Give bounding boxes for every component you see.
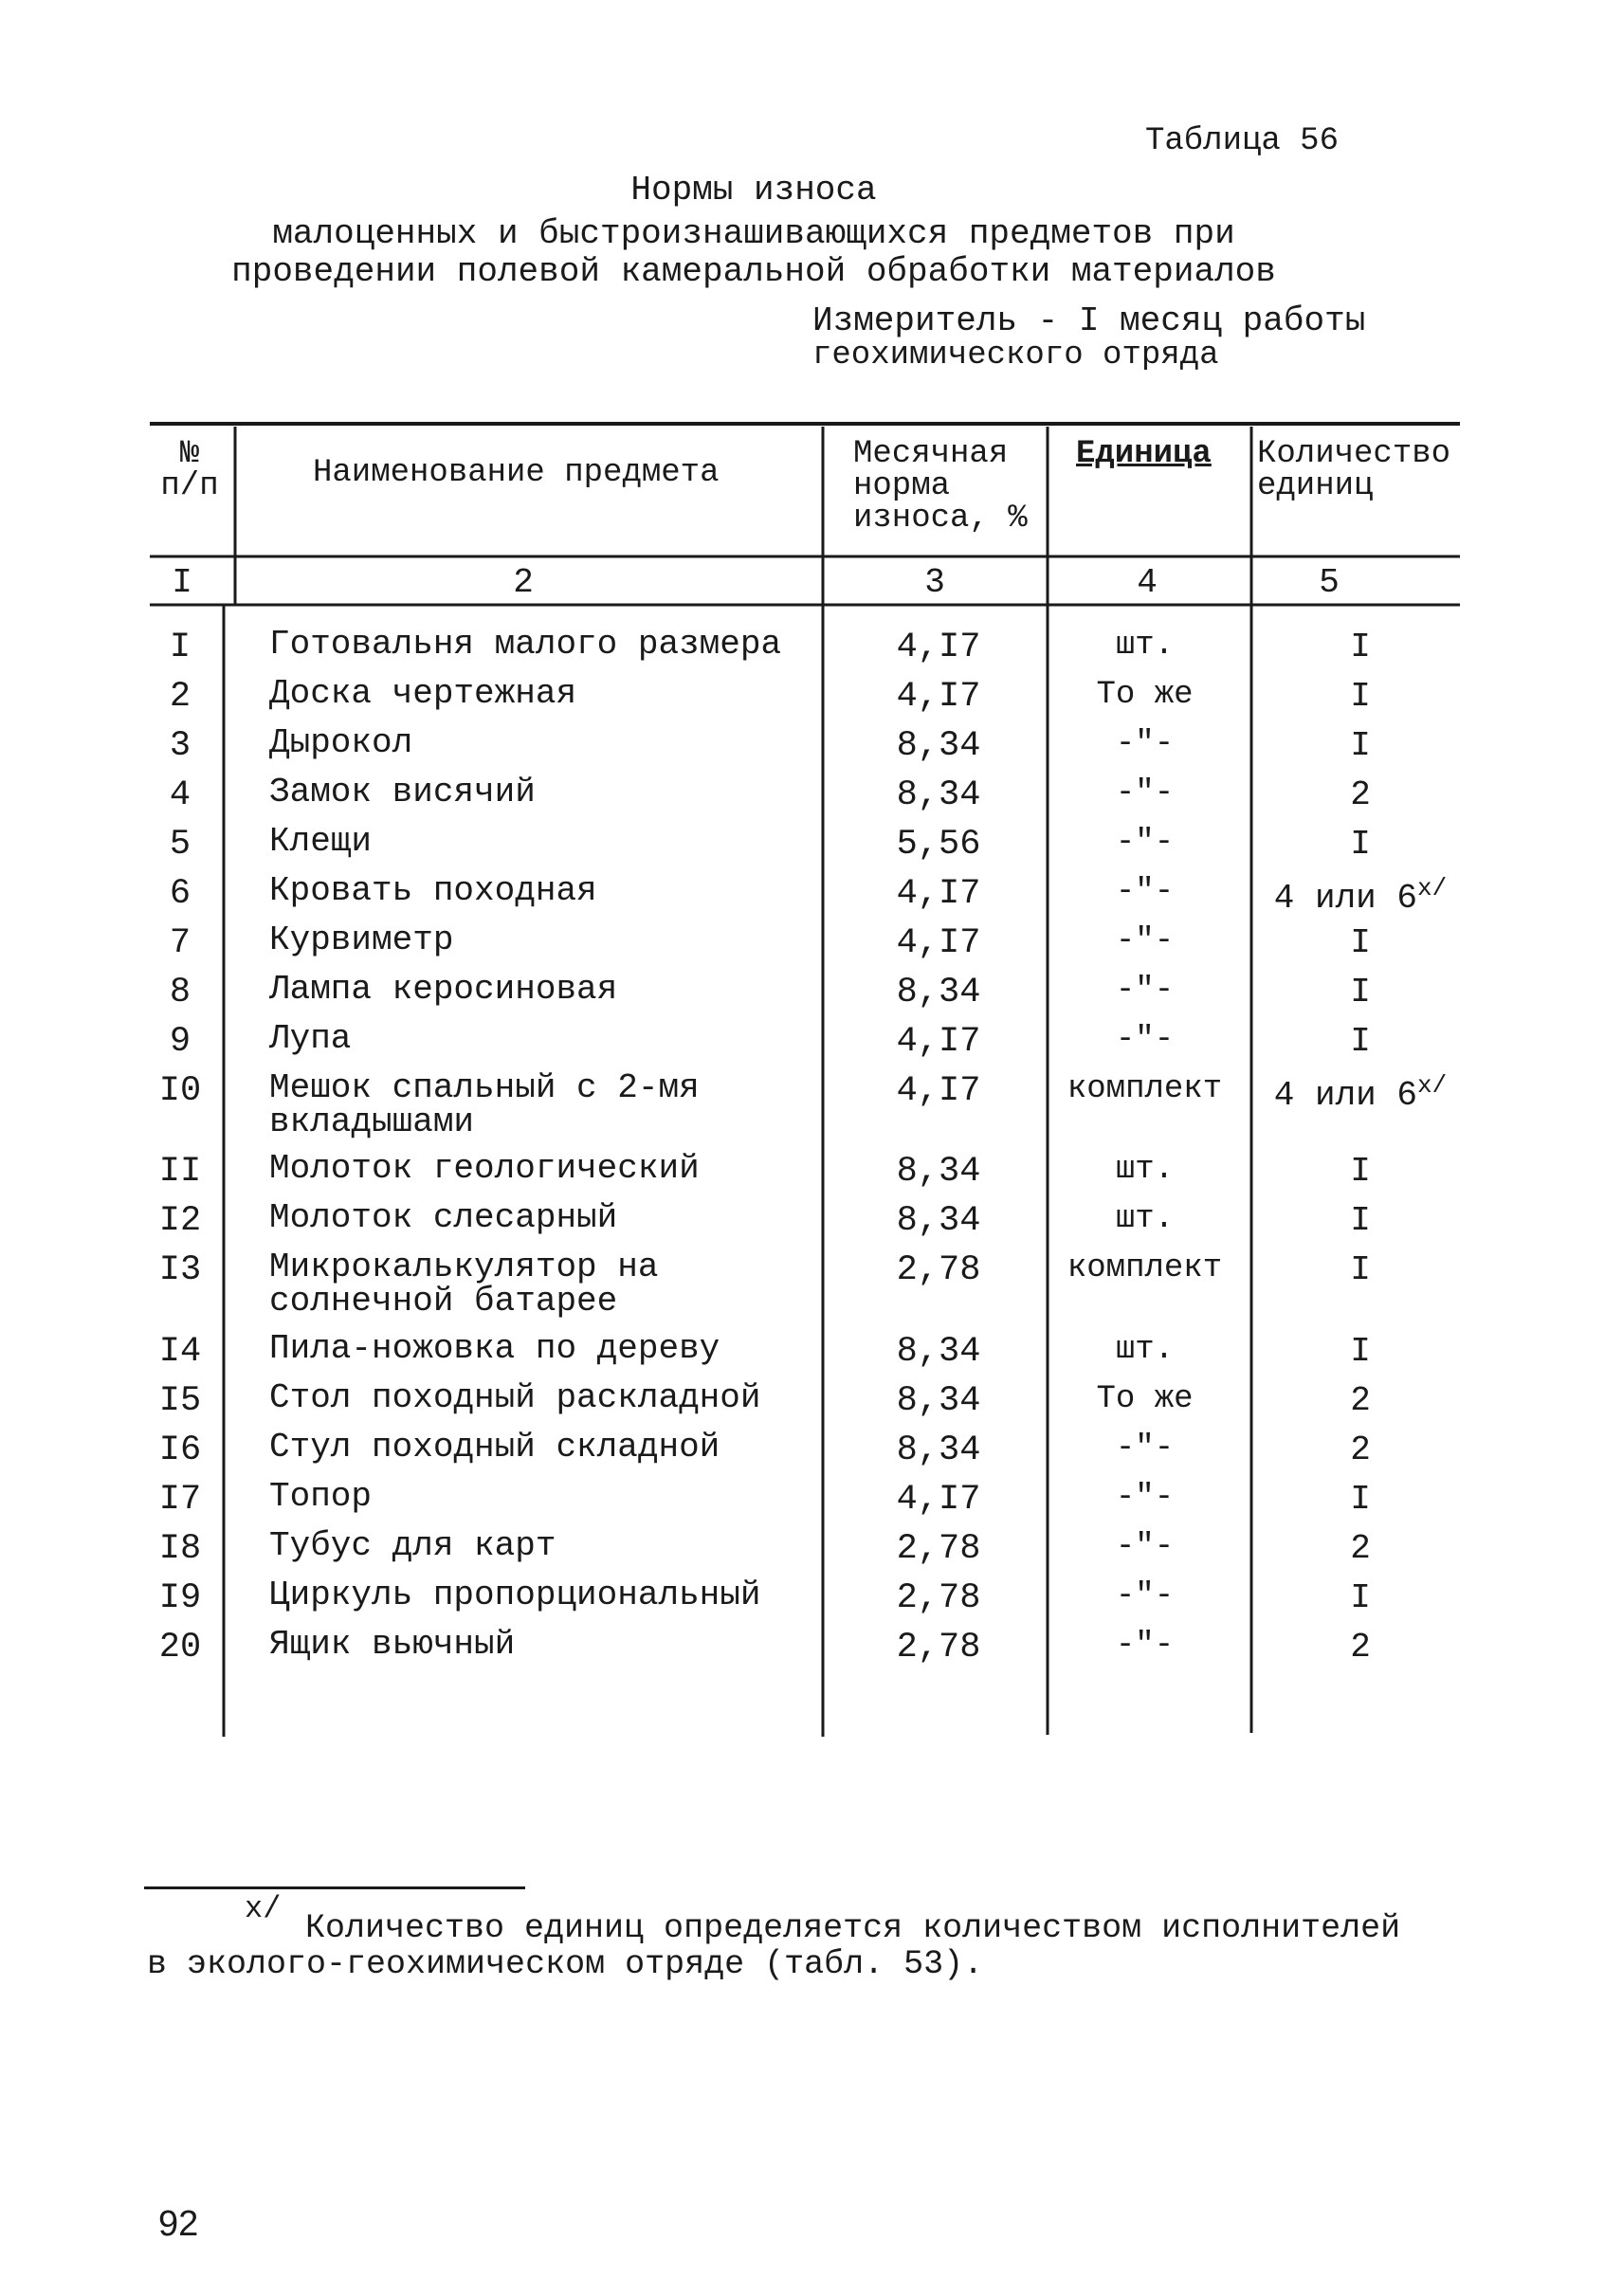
unit: комплект bbox=[1067, 1071, 1223, 1107]
quantity: 4 или $6^{x/}$ bbox=[1273, 1071, 1448, 1115]
unit: комплект bbox=[1067, 1250, 1223, 1286]
table-row bbox=[0, 1526, 1623, 1578]
item-name: Дырокол bbox=[269, 723, 413, 762]
footnote-marker: x/ bbox=[1417, 874, 1448, 902]
quantity: 2 bbox=[1350, 1430, 1371, 1469]
row-number: I5 bbox=[158, 1381, 202, 1421]
quantity: I bbox=[1350, 825, 1371, 864]
row-number: 8 bbox=[169, 973, 191, 1012]
item-name: Топор bbox=[269, 1477, 373, 1516]
quantity: I bbox=[1350, 1201, 1371, 1240]
footnote-text-line1: Количество единиц определяется количеством исполнителей bbox=[305, 1909, 1401, 1947]
table-row bbox=[0, 1578, 1623, 1628]
unit: -"- bbox=[1115, 1022, 1175, 1058]
quantity: I bbox=[1350, 677, 1371, 716]
column-number-4: 4 bbox=[1137, 563, 1158, 602]
footnote-text-line2: в эколого-геохимическом отряде (табл. 53). bbox=[147, 1945, 984, 1983]
row-number: 9 bbox=[169, 1022, 191, 1062]
quantity: 2 bbox=[1350, 775, 1371, 814]
item-name: Кровать походная bbox=[269, 871, 597, 910]
unit: шт. bbox=[1115, 1201, 1175, 1237]
unit: шт. bbox=[1115, 1332, 1175, 1368]
footnote-marker: x/ bbox=[245, 1891, 282, 1926]
quantity: 2 bbox=[1350, 1381, 1371, 1420]
quantity: I bbox=[1350, 1480, 1371, 1519]
item-name: Готовальня малого размера bbox=[269, 625, 782, 664]
monthly-wear-rate: 8,34 bbox=[896, 1332, 981, 1372]
item-name: Микрокалькулятор на солнечной батарее bbox=[269, 1248, 659, 1321]
item-name: Тубус для карт bbox=[269, 1526, 556, 1565]
header-number: № п/п bbox=[160, 436, 219, 504]
monthly-wear-rate: 2,78 bbox=[896, 1250, 981, 1290]
unit: То же bbox=[1096, 1381, 1194, 1417]
quantity: I bbox=[1350, 1022, 1371, 1061]
item-name: Лупа bbox=[269, 1019, 352, 1058]
unit: -"- bbox=[1115, 1578, 1175, 1614]
header-unit: Единица bbox=[1076, 436, 1212, 472]
header-quantity: Количество единиц bbox=[1257, 436, 1451, 504]
unit: -"- bbox=[1115, 1529, 1175, 1565]
header-monthly-rate: Месячная норма износа, % bbox=[853, 436, 1028, 537]
table-row bbox=[0, 723, 1623, 775]
table-row bbox=[0, 822, 1623, 874]
item-name: Клещи bbox=[269, 822, 373, 861]
quantity: I bbox=[1350, 1250, 1371, 1289]
monthly-wear-rate: 4,I7 bbox=[896, 1071, 981, 1111]
row-number: I9 bbox=[158, 1578, 202, 1618]
document-title: Нормы износа bbox=[630, 171, 877, 210]
measure-unit-line2: геохимического отряда bbox=[812, 337, 1219, 374]
unit: -"- bbox=[1115, 1628, 1175, 1664]
item-name: Стул походный складной bbox=[269, 1428, 720, 1467]
row-number: 2 bbox=[169, 677, 191, 717]
monthly-wear-rate: 4,I7 bbox=[896, 1022, 981, 1062]
unit: -"- bbox=[1115, 726, 1175, 762]
table-row bbox=[0, 1019, 1623, 1071]
column-number-1: I bbox=[172, 563, 192, 602]
item-name: Мешок спальный с 2-мя вкладышами bbox=[269, 1068, 700, 1141]
item-name: Молоток геологический bbox=[269, 1149, 700, 1188]
item-name: Молоток слесарный bbox=[269, 1198, 618, 1237]
item-name: Замок висячий bbox=[269, 773, 536, 811]
quantity: I bbox=[1350, 1578, 1371, 1617]
unit: -"- bbox=[1115, 825, 1175, 861]
monthly-wear-rate: 4,I7 bbox=[896, 1480, 981, 1520]
table-row bbox=[0, 625, 1623, 677]
monthly-wear-rate: 4,I7 bbox=[896, 677, 981, 717]
monthly-wear-rate: 4,I7 bbox=[896, 923, 981, 963]
page-number: 92 bbox=[158, 2204, 199, 2244]
table-row bbox=[0, 775, 1623, 825]
document-subtitle-line2: проведении полевой камеральной обработки материалов bbox=[231, 252, 1276, 291]
monthly-wear-rate: 8,34 bbox=[896, 1201, 981, 1241]
column-number-3: 3 bbox=[924, 563, 945, 602]
table-row bbox=[0, 1149, 1623, 1201]
unit: -"- bbox=[1115, 923, 1175, 959]
row-number: 4 bbox=[169, 775, 191, 815]
quantity: 4 или $6^{x/}$ bbox=[1273, 874, 1448, 918]
table-label: Таблица 56 bbox=[1144, 123, 1339, 159]
unit: -"- bbox=[1115, 973, 1175, 1009]
table-row bbox=[0, 1477, 1623, 1529]
table-row bbox=[0, 1248, 1623, 1321]
row-number: 7 bbox=[169, 923, 191, 963]
row-number: II bbox=[158, 1152, 202, 1192]
item-name: Пила-ножовка по дереву bbox=[269, 1329, 720, 1368]
row-number: I8 bbox=[158, 1529, 202, 1569]
row-number: 3 bbox=[169, 726, 191, 766]
item-name: Курвиметр bbox=[269, 920, 454, 959]
column-number-5: 5 bbox=[1319, 563, 1340, 602]
table-row bbox=[0, 920, 1623, 973]
monthly-wear-rate: 4,I7 bbox=[896, 874, 981, 914]
table-row bbox=[0, 1378, 1623, 1430]
monthly-wear-rate: 4,I7 bbox=[896, 628, 981, 667]
quantity: I bbox=[1350, 1332, 1371, 1371]
monthly-wear-rate: 2,78 bbox=[896, 1628, 981, 1667]
unit: То же bbox=[1096, 677, 1194, 713]
monthly-wear-rate: 8,34 bbox=[896, 1381, 981, 1421]
quantity: I bbox=[1350, 973, 1371, 1011]
row-number: I6 bbox=[158, 1430, 202, 1470]
table-row bbox=[0, 1198, 1623, 1250]
monthly-wear-rate: 8,34 bbox=[896, 973, 981, 1012]
monthly-wear-rate: 8,34 bbox=[896, 726, 981, 766]
table-row bbox=[0, 1329, 1623, 1381]
row-number: 6 bbox=[169, 874, 191, 914]
unit: шт. bbox=[1115, 1152, 1175, 1188]
row-number: I4 bbox=[158, 1332, 202, 1372]
item-name: Стол походный раскладной bbox=[269, 1378, 761, 1417]
document-subtitle-line1: малоценных и быстроизнашивающихся предметов при bbox=[272, 214, 1235, 253]
item-name: Циркуль пропорциональный bbox=[269, 1576, 761, 1614]
row-number: 5 bbox=[169, 825, 191, 865]
row-number: 20 bbox=[158, 1628, 202, 1667]
column-number-2: 2 bbox=[513, 563, 534, 602]
monthly-wear-rate: 8,34 bbox=[896, 775, 981, 815]
item-name: Лампа керосиновая bbox=[269, 970, 618, 1009]
row-number: I3 bbox=[158, 1250, 202, 1290]
row-number: I bbox=[169, 628, 191, 667]
monthly-wear-rate: 2,78 bbox=[896, 1578, 981, 1618]
measure-unit-line1: Измеритель - I месяц работы bbox=[812, 301, 1366, 340]
quantity: I bbox=[1350, 1152, 1371, 1191]
unit: шт. bbox=[1115, 628, 1175, 664]
quantity: 2 bbox=[1350, 1628, 1371, 1667]
monthly-wear-rate: 5,56 bbox=[896, 825, 981, 865]
header-item-name: Наименование предмета bbox=[313, 455, 720, 491]
footnote-marker: x/ bbox=[1417, 1071, 1448, 1100]
table-row bbox=[0, 674, 1623, 726]
table-row bbox=[0, 1068, 1623, 1141]
item-name: Ящик вьючный bbox=[269, 1625, 516, 1664]
quantity: I bbox=[1350, 923, 1371, 962]
unit: -"- bbox=[1115, 874, 1175, 910]
unit: -"- bbox=[1115, 1430, 1175, 1467]
quantity: I bbox=[1350, 628, 1371, 666]
item-name: Доска чертежная bbox=[269, 674, 577, 713]
row-number: I7 bbox=[158, 1480, 202, 1520]
monthly-wear-rate: 8,34 bbox=[896, 1430, 981, 1470]
monthly-wear-rate: 8,34 bbox=[896, 1152, 981, 1192]
unit: -"- bbox=[1115, 775, 1175, 811]
row-number: I0 bbox=[158, 1071, 202, 1111]
table-row bbox=[0, 1625, 1623, 1677]
monthly-wear-rate: 2,78 bbox=[896, 1529, 981, 1569]
quantity: I bbox=[1350, 726, 1371, 765]
table-row bbox=[0, 871, 1623, 923]
unit: -"- bbox=[1115, 1480, 1175, 1516]
footnote-separator bbox=[144, 1886, 525, 1889]
row-number: I2 bbox=[158, 1201, 202, 1241]
table-row bbox=[0, 970, 1623, 1022]
table-row bbox=[0, 1430, 1623, 1480]
quantity: 2 bbox=[1350, 1529, 1371, 1568]
